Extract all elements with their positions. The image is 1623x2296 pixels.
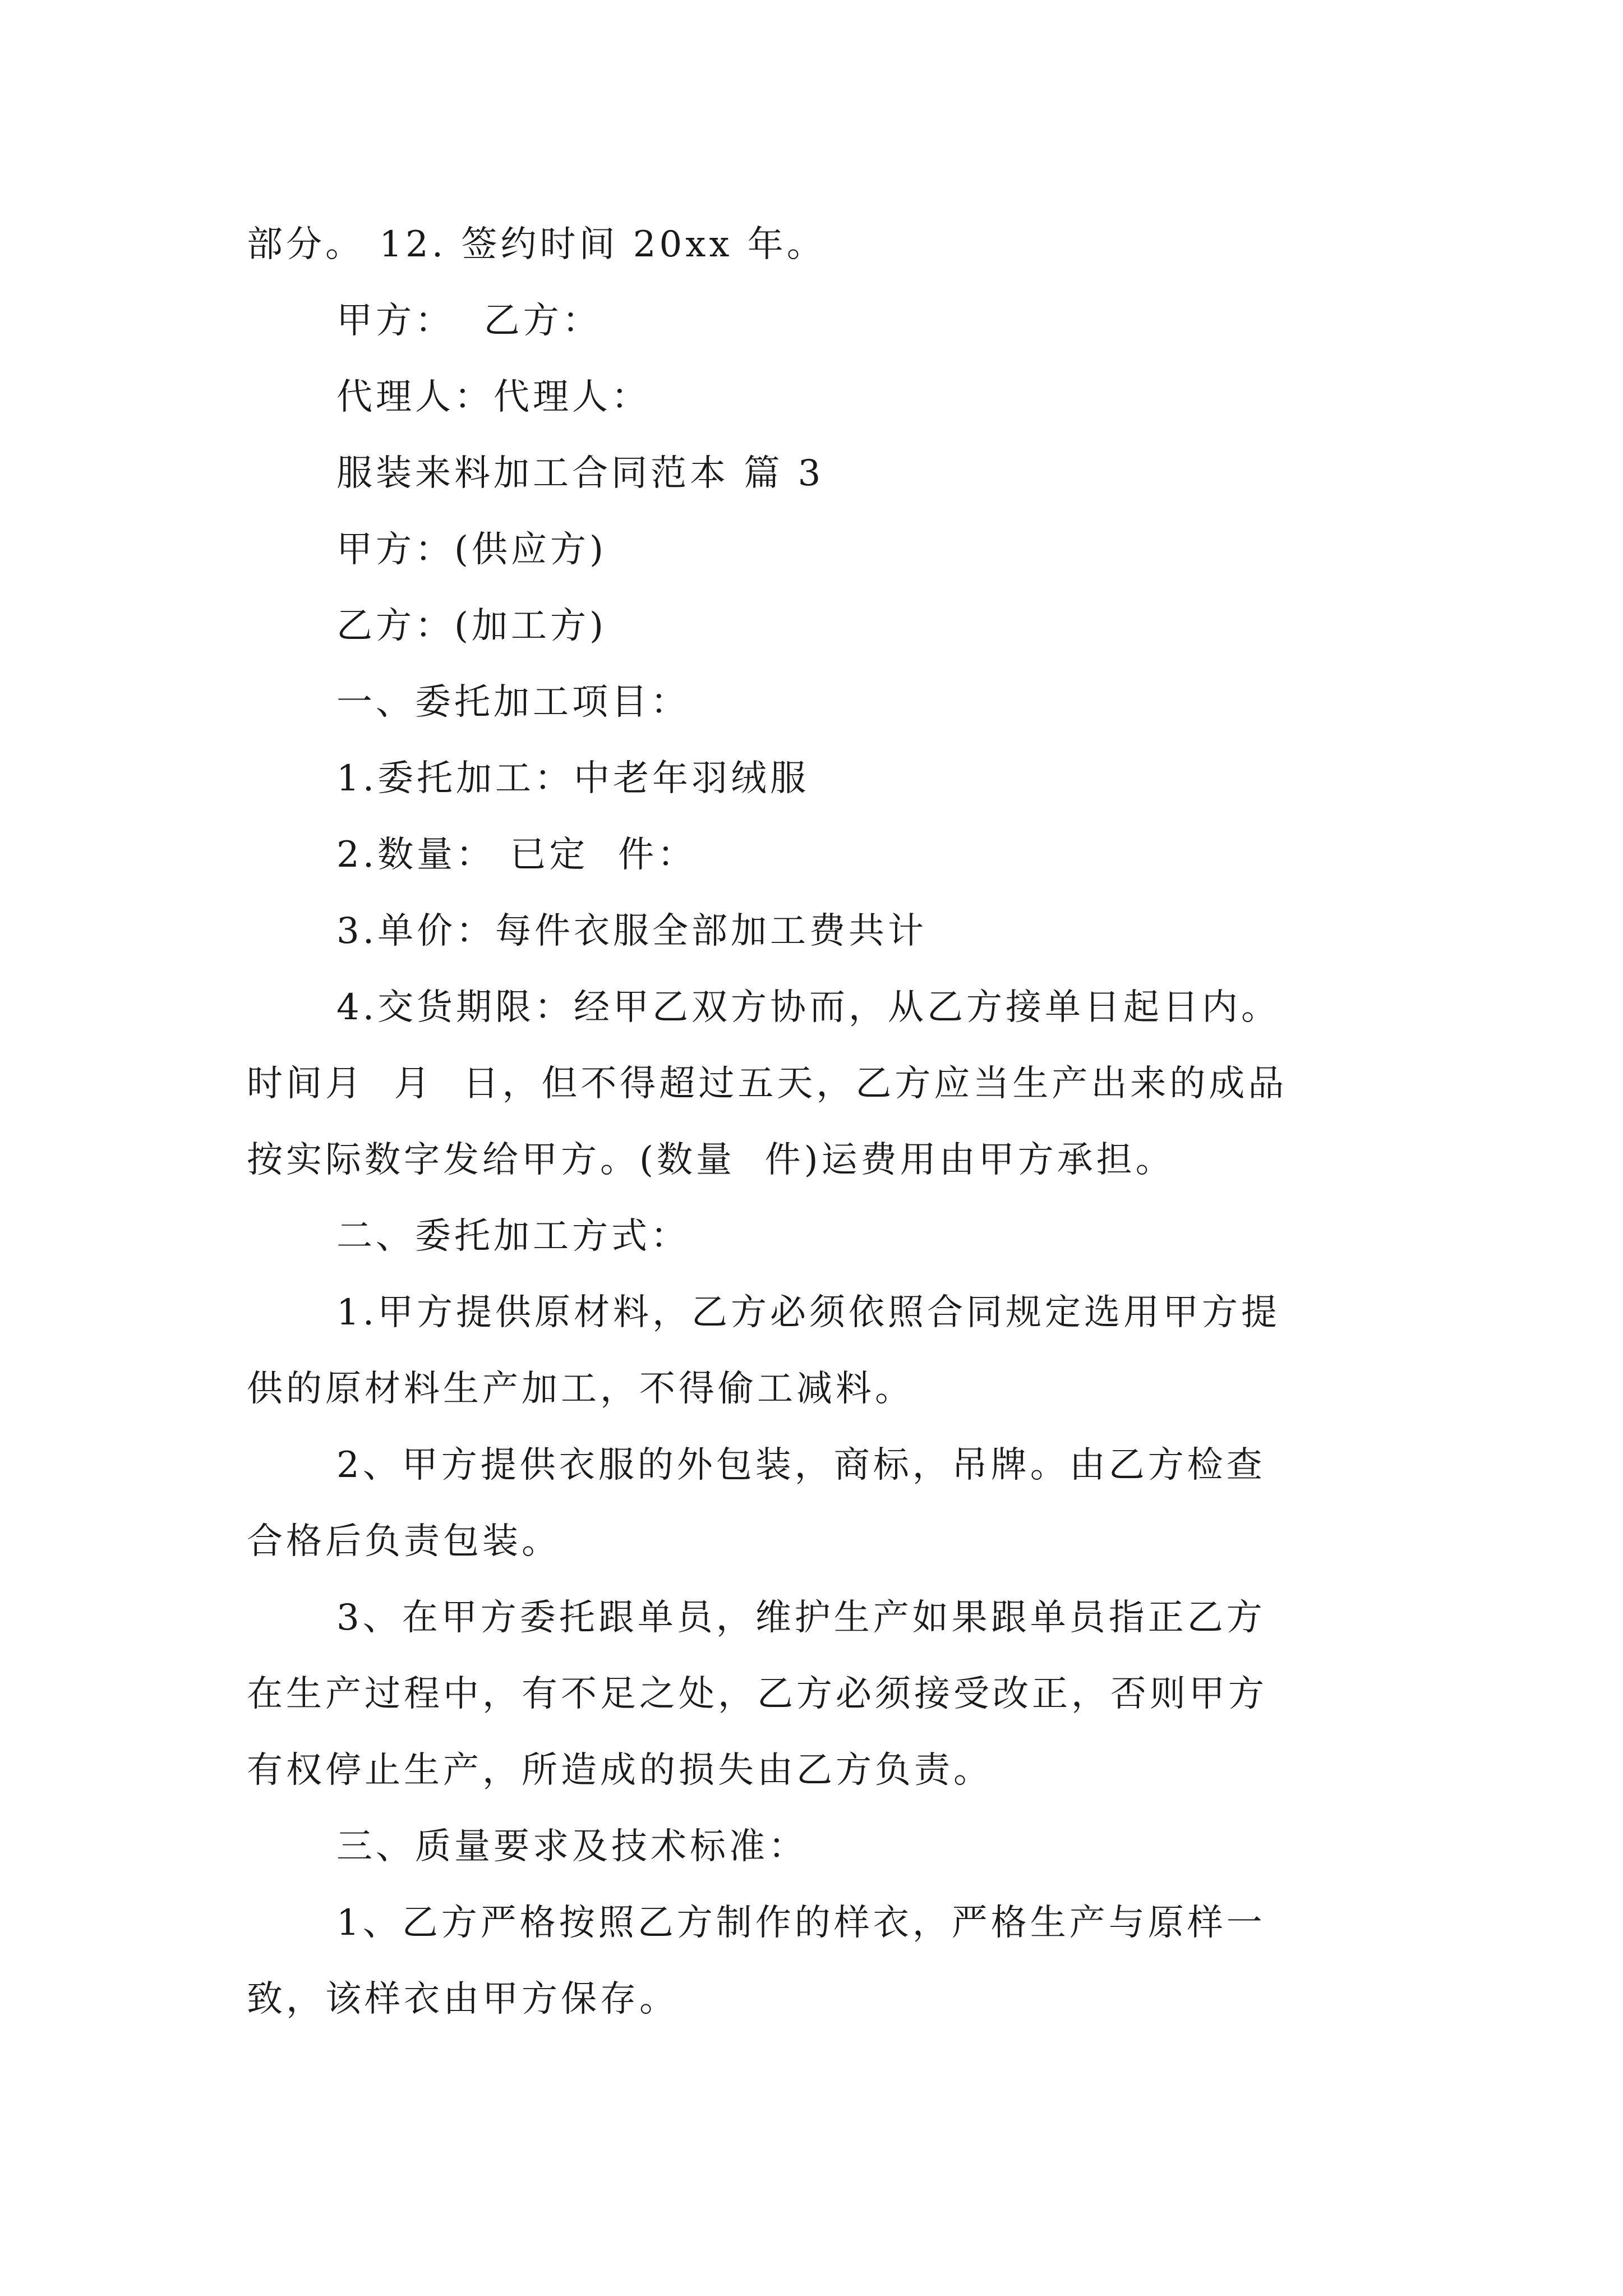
text-line: 有权停止生产，所造成的损失由乙方负责。 (247, 1750, 993, 1791)
text-line: 合格后负责包装。 (247, 1521, 561, 1562)
text-line: 甲方：(供应方) (336, 529, 607, 570)
text-line: 1.甲方提供原材料，乙方必须依照合同规定选用甲方提 (336, 1292, 1281, 1333)
text-line: 在生产过程中，有不足之处，乙方必须接受改正，否则甲方 (247, 1673, 1267, 1715)
text-line: 部分。 12. 签约时间 20xx 年。 (247, 224, 826, 265)
text-line: 二、委托加工方式： (336, 1216, 690, 1257)
text-line: 2.数量： 已定 件： (336, 834, 697, 876)
text-line: 3.单价：每件衣服全部加工费共计 (336, 910, 928, 952)
text-line: 1、乙方严格按照乙方制作的样衣，严格生产与原样一 (336, 1902, 1266, 1944)
text-line: 4.交货期限：经甲乙双方协而，从乙方接单日起日内。 (336, 987, 1281, 1028)
text-line: 致，该样衣由甲方保存。 (247, 1978, 679, 2020)
text-line: 2、甲方提供衣服的外包装，商标，吊牌。由乙方检查 (336, 1444, 1266, 1486)
text-line: 乙方：(加工方) (336, 605, 607, 647)
text-line: 三、质量要求及技术标准： (336, 1826, 808, 1867)
text-line: 3、在甲方委托跟单员，维护生产如果跟单员指正乙方 (336, 1597, 1266, 1639)
text-line: 1.委托加工：中老年羽绒服 (336, 758, 810, 799)
text-line: 代理人：代理人： (336, 376, 651, 418)
text-line: 按实际数字发给甲方。(数量 件)运费用由甲方承担。 (247, 1139, 1175, 1181)
text-line: 一、委托加工项目： (336, 682, 690, 723)
text-line: 服装来料加工合同范本 篇 3 (336, 453, 824, 494)
text-line: 时间月 月 日，但不得超过五天，乙方应当生产出来的成品 (247, 1063, 1288, 1105)
text-line: 供的原材料生产加工，不得偷工减料。 (247, 1368, 914, 1410)
text-line: 甲方： 乙方： (336, 300, 602, 342)
